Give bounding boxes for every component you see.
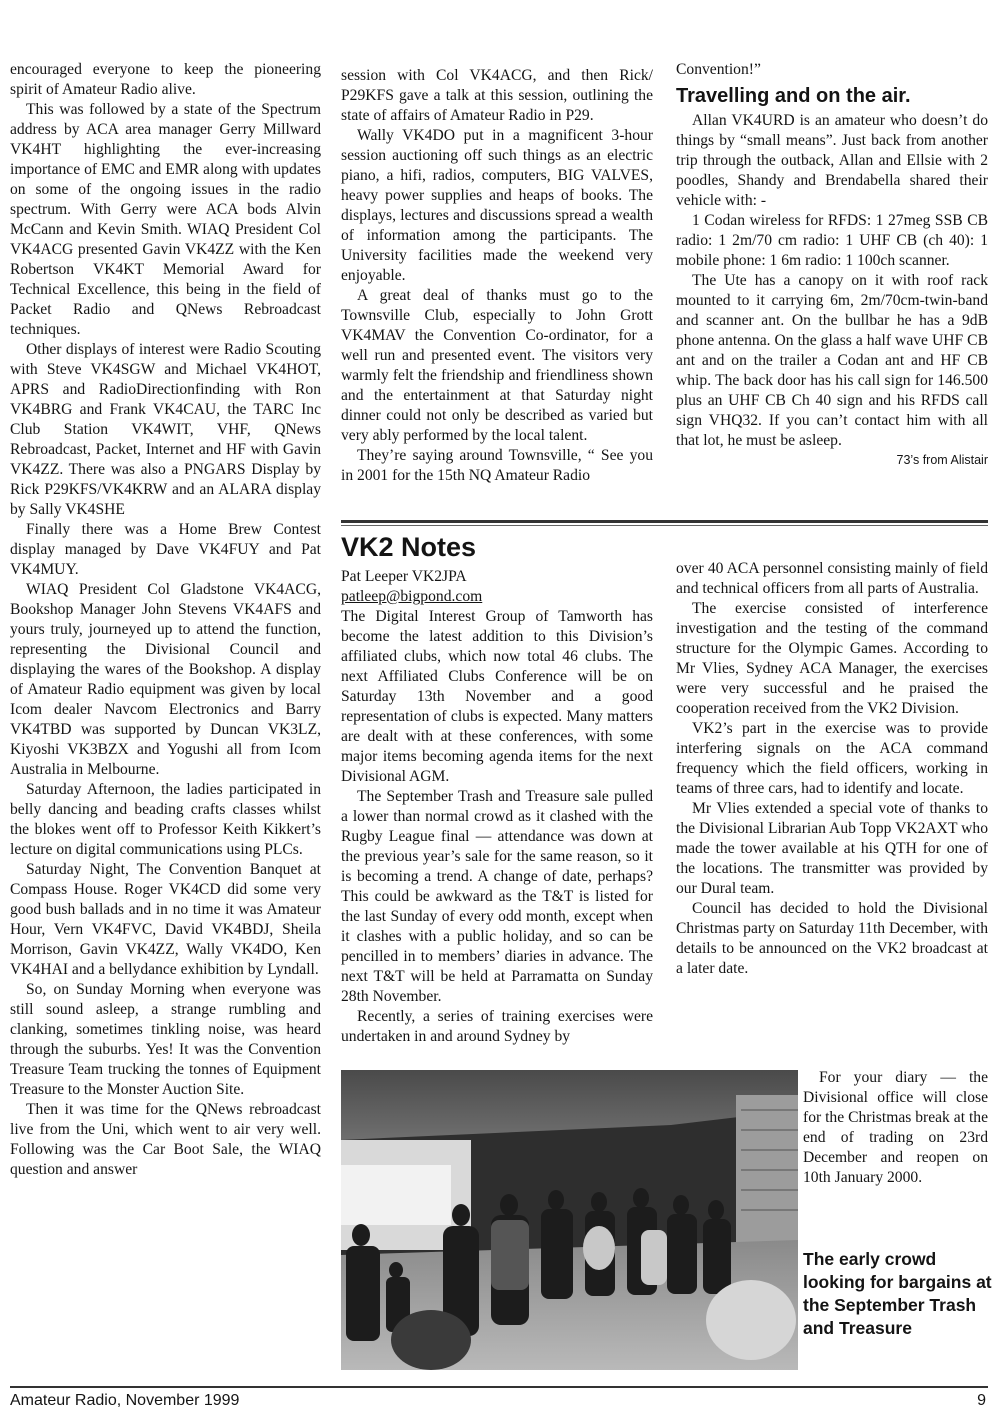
paragraph: Mr Vlies extended a special vote of thanks to the Divisional Librarian Aub Topp VK2AXT who made the tower available at his QTH for one of the locations. The transmitter was provided by our Dural team. <box>676 800 988 897</box>
paragraph: The Digital Interest Group of Tamworth has become the latest addition to this Division’s affiliated clubs, which now total 46 clubs. The next Affiliated Clubs Conference will be on Saturday 13th November and a good representation of clubs is expected. Many matters are dealt with at these conferences, with some major items becoming agenda items for the next Divisional AGM. <box>341 608 653 785</box>
paragraph: This was followed by a state of the Spectrum address by ACA area manager Gerry Millward VK4HT highlighting the ever-increasing importance of EMC and EMR along with updates on some of the ongoing issues in the radio spectrum. With Gerry were ACA bods Alvin McCann and Kevin Smith. WIAQ President Col VK4ACG presented Gavin VK4ZZ with the Ken Robertson VK4KT Memorial Award for Technical Excellence, this being in the field of Packet Radio and QNews Rebroadcast techniques. <box>10 101 321 338</box>
paragraph: session with Col VK4ACG, and then Rick/ P29KFS gave a talk at this session, outlining the state of affairs of Amateur Radio in P29. <box>341 67 653 124</box>
section-divider-thin <box>341 525 988 526</box>
footer-publication: Amateur Radio, November 1999 <box>10 1392 240 1409</box>
paragraph: WIAQ President Col Gladstone VK4ACG, Bookshop Manager John Stevens VK4AFS and yours truly, journeyed up to attend the function, representing the Divisional Council and displaying the wares of the Bookshop. A display of Amateur Radio equipment was given by local Icom dealer Navcom Electronics and Barry VK4TBD was supported by Duncan VK3LZ, Kiyoshi VK3BZX and Yogushi all from Icom Australia in Melbourne. <box>10 581 321 778</box>
vk2-column-left <box>341 567 653 1047</box>
paragraph: encouraged everyone to keep the pioneering spirit of Amateur Radio alive. <box>10 61 321 98</box>
diary-note <box>803 1068 988 1188</box>
crowd-photo <box>341 1070 798 1370</box>
paragraph: Convention!” <box>676 61 761 78</box>
signoff: 73’s from Alistair <box>896 453 988 467</box>
column-2 <box>341 66 653 486</box>
crowd-photo-illustration <box>341 1070 798 1370</box>
author-email-link[interactable]: patleep@bigpond.com <box>341 588 483 605</box>
section-divider <box>341 520 988 523</box>
paragraph: They’re saying around Townsville, “ See you in 2001 for the 15th NQ Amateur Radio <box>341 447 653 484</box>
paragraph: VK2’s part in the exercise was to provide interfering signals on the ACA command frequency which the field officers, working in teams of three cars, had to identify and locate. <box>676 720 988 797</box>
paragraph: Recently, a series of training exercises were undertaken in and around Sydney by <box>341 1008 653 1045</box>
paragraph: Council has decided to hold the Divisional Christmas party on Saturday 11th December, with details to be announced on the VK2 broadcast at a later date. <box>676 900 988 977</box>
paragraph: The Ute has a canopy on it with roof rack mounted to it carrying 6m, 2m/70cm-twin-band and scanner ant. On the bullbar he has a 9dB phone antenna. On the glass a half wave UHF CB ant and on the trailer a Codan ant and HF CB whip. The back door has his call sign for 146.500 plus an UHF CB Ch 40 sign and his RFDS call sign VHQ32. If you can’t contact him with all that lot, he must be asleep. <box>676 272 988 449</box>
paragraph: Allan VK4URD is an amateur who doesn’t do things by “small means”. Just back from another trip through the outback, Allan and Ellsie with 2 poodles, Shandy and Brendabella shared their vehicle with: - <box>676 112 988 209</box>
paragraph: For your diary — the Divisional office will close for the Christmas break at the end of trading on 23rd December and reopen on 10th January 2000. <box>803 1069 988 1186</box>
paragraph: Finally there was a Home Brew Contest display managed by Dave VK4FUY and Pat VK4MUY. <box>10 521 321 578</box>
paragraph: Wally VK4DO put in a magnificent 3-hour session auctioning off such things as an electric piano, a hifi, radios, computers, BIG VALVES, heavy power supplies and heaps of books. The displays, lectures and discussions spread a wealth of information among the participants. The University facilities made the weekend very enjoyable. <box>341 127 653 284</box>
paragraph: 1 Codan wireless for RFDS: 1 27meg SSB CB radio: 1 2m/70 cm radio: 1 UHF CB (ch 40): 1 mobile phone: 1 6m radio: 1 100ch scanner. <box>676 212 988 269</box>
section-heading-travelling: Travelling and on the air. <box>676 85 911 107</box>
vk2-notes-heading: VK2 Notes <box>341 532 477 562</box>
column-3 <box>676 60 988 468</box>
footer-rule <box>10 1386 988 1388</box>
photo-caption: The early crowd looking for bargains at the September Trash and Treasure <box>803 1249 992 1338</box>
paragraph: So, on Sunday Morning when everyone was still sound asleep, a strange rumbling and clanking, sometimes tinkling noise, was heard through the suburbs. Yes! It was the Convention Treasure Team trucking the tonnes of Equipment Treasure to the Monster Auction Site. <box>10 981 321 1098</box>
author-line: Pat Leeper VK2JPA <box>341 568 467 585</box>
footer-page-number: 9 <box>977 1392 986 1409</box>
column-1 <box>10 60 321 1180</box>
paragraph: Other displays of interest were Radio Scouting with Steve VK4SGW and Michael VK4HOT, APRS and RadioDirectionfinding with Ron VK4BRG and Frank VK4CAU, the TARC Inc Club Station VK4WIT, VHF, QNews Rebroadcast, Packet, Internet and HF with Gavin VK4ZZ. There was also a PNGARS Display by Rick P29KFS/VK4KRW and an ALARA display by Sally VK4SHE <box>10 341 321 518</box>
paragraph: Saturday Afternoon, the ladies participated in belly dancing and beading crafts classes whilst the blokes went off to Professor Keith Kikkert’s lecture on digital communications using PLCs. <box>10 781 321 858</box>
vk2-column-right <box>676 559 988 979</box>
paragraph: The September Trash and Treasure sale pulled a lower than normal crowd as it clashed with the Rugby League final — attendance was down at the previous year’s sale for the same reason, so it is becoming a trend. A change of date, perhaps? This could be awkward as the T&T is listed for the last Sunday of every odd month, except when it clashes with a public holiday, and so can be pencilled in to members’ diaries in advance. The next T&T will be held at Parramatta on Sunday 28th November. <box>341 788 653 1005</box>
paragraph: Saturday Night, The Convention Banquet at Compass House. Roger VK4CD did some very good bush ballads and in no time it was Amateur Hour, Vern VK4FVC, David VK4BDJ, Sheila Morrison, Gavin VK4ZZ, Wally VK4DO, Ken VK4HAI and a bellydance exhibition by Lyndall. <box>10 861 321 978</box>
paragraph: over 40 ACA personnel consisting mainly of field and technical officers from all parts of Australia. <box>676 560 988 597</box>
paragraph: The exercise consisted of interference investigation and the testing of the command structure for the Olympic Games. According to Mr Vlies, Sydney ACA Manager, the exercises were very successful and he praised the cooperation received from the VK2 Division. <box>676 600 988 717</box>
paragraph: A great deal of thanks must go to the Townsville Club, especially to John Grott VK4MAV the Convention Co-ordinator, for a well run and presented event. The visitors very warmly felt the friendship and friendliness shown and the entertainment at that Saturday night dinner could not only be described as varied but very ably performed by the local talent. <box>341 287 653 444</box>
paragraph: Then it was time for the QNews rebroadcast live from the Uni, which went to air very well. Following was the Car Boot Sale, the WIAQ question and answer <box>10 1101 321 1178</box>
